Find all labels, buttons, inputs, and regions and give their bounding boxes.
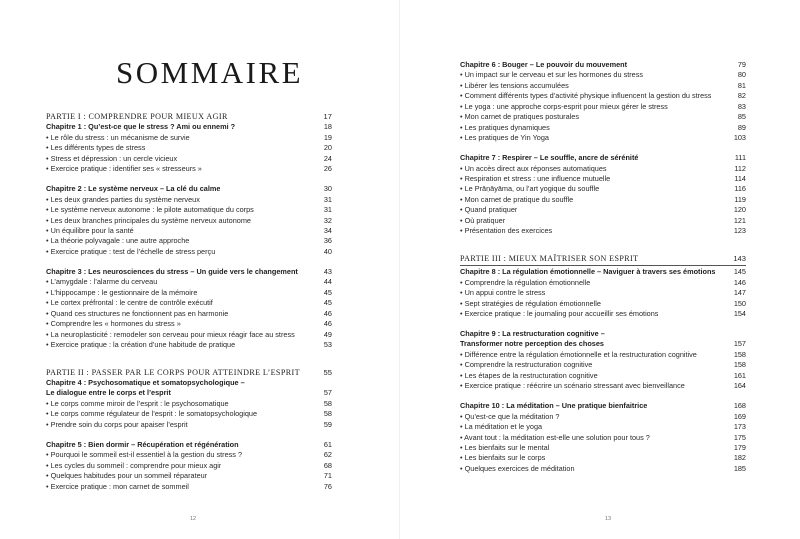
- toc-entry-title: Chapitre 6 : Bouger – Le pouvoir du mouvement: [460, 60, 628, 69]
- toc-entry-page: 40: [323, 246, 332, 256]
- toc-entry-title: PARTIE III : MIEUX MAÎTRISER SON ESPRIT: [460, 253, 639, 263]
- toc-bullet-entry: [460, 453, 746, 463]
- toc-entry-title: • Un appui contre le stress: [460, 288, 546, 298]
- toc-bullet-entry: [46, 450, 332, 460]
- toc-entry-page: 58: [323, 398, 332, 408]
- toc-entry-page: 161: [733, 370, 746, 380]
- toc-bullet-entry: [46, 277, 332, 287]
- toc-entry-page: 154: [733, 309, 746, 319]
- toc-bullet-entry: [46, 420, 332, 430]
- toc-entry-title: • Les bienfaits sur le corps: [460, 453, 546, 463]
- toc-entry-page: 30: [323, 184, 332, 194]
- toc-bullet-entry: [460, 371, 746, 381]
- toc-entry-title: Chapitre 9 : La restructuration cognitive –: [460, 328, 605, 338]
- toc-entry-page: 146: [733, 277, 746, 287]
- toc-entry-page: 45: [323, 287, 332, 297]
- page-title: SOMMAIRE: [116, 55, 304, 90]
- toc-entry-title: • Le Prāṇāyāma, ou l’art yogique du souffle: [460, 184, 600, 194]
- toc-bullet-entry: [460, 433, 746, 443]
- toc-entry-page: 57: [323, 388, 332, 398]
- toc-chapter-entry: [460, 153, 746, 163]
- toc-chapter-entry: [460, 267, 746, 277]
- toc-entry-page: 43: [323, 266, 332, 276]
- page-number-left: 12: [190, 516, 197, 522]
- toc-bullet-entry: [460, 112, 746, 122]
- toc-entry-page: 71: [323, 471, 332, 481]
- toc-entry-title: • Le yoga : une approche corps-esprit pour mieux gérer le stress: [460, 101, 668, 111]
- toc-entry-page: 49: [323, 329, 332, 339]
- toc-entry-page: 46: [323, 319, 332, 329]
- toc-entry-page: 26: [323, 164, 332, 174]
- toc-spacer: [460, 144, 746, 154]
- toc-entry-page: 36: [323, 236, 332, 246]
- toc-bullet-entry: [460, 164, 746, 174]
- toc-entry-title: • Mon carnet de pratiques posturales: [460, 112, 579, 122]
- toc-entry-page: 53: [323, 340, 332, 350]
- toc-entry-title: • Exercice pratique : identifier ses « stresseurs »: [46, 164, 202, 174]
- toc-entry-page: 173: [733, 422, 746, 432]
- toc-entry-page: 19: [323, 132, 332, 142]
- toc-entry-page: 116: [734, 184, 746, 194]
- toc-entry-title: • L’hippocampe : le gestionnaire de la mémoire: [46, 287, 198, 297]
- toc-entry-page: 123: [733, 226, 746, 236]
- toc-bullet-entry: [46, 482, 332, 492]
- toc-bullet-entry: [46, 247, 332, 257]
- toc-entry-page: 147: [733, 288, 746, 298]
- toc-spacer: [460, 319, 746, 329]
- toc-spacer: [46, 257, 332, 267]
- toc-entry-title: • Comprendre les « hormones du stress »: [46, 319, 181, 329]
- toc-entry-page: 18: [323, 122, 332, 132]
- toc-entry-page: 68: [323, 460, 332, 470]
- toc-entry-title: • Les étapes de la restructuration cognitive: [460, 370, 598, 380]
- toc-entry-title: • L’amygdale : l’alarme du cerveau: [46, 277, 158, 287]
- toc-bullet-entry: [46, 409, 332, 419]
- toc-entry-title: • Les deux branches principales du système nerveux autonome: [46, 215, 251, 225]
- toc-entry-page: 31: [323, 205, 332, 215]
- toc-entry-page: 83: [737, 101, 746, 111]
- toc-entry-title: • Avant tout : la méditation est-elle une solution pour tous ?: [460, 432, 650, 442]
- toc-bullet-entry: [46, 236, 332, 246]
- toc-entry-title: • Comprendre la régulation émotionnelle: [460, 277, 591, 287]
- toc-entry-title: Chapitre 3 : Les neurosciences du stress – Un guide vers le changement: [46, 266, 298, 276]
- toc-bullet-entry: [46, 298, 332, 308]
- toc-entry-title: PARTIE I : COMPRENDRE POUR MIEUX AGIR: [46, 112, 228, 121]
- toc-entry-page: 114: [734, 174, 746, 184]
- toc-entry-page: 61: [323, 439, 332, 449]
- toc-entry-page: 17: [323, 112, 332, 121]
- toc-bullet-entry: [460, 123, 746, 133]
- toc-entry-title: • Sept stratégies de régulation émotionnelle: [460, 298, 601, 308]
- toc-entry-page: 103: [733, 133, 746, 143]
- toc-bullet-entry: [46, 330, 332, 340]
- toc-bullet-entry: [460, 91, 746, 101]
- toc-entry-page: 89: [737, 122, 746, 132]
- toc-spacer: [46, 430, 332, 440]
- toc-entry-title: • Quand pratiquer: [460, 205, 518, 215]
- toc-entry-title: Chapitre 4 : Psychosomatique et somatopsychologique –: [46, 377, 245, 387]
- toc-part-entry: [46, 112, 332, 122]
- toc-entry-page: 182: [733, 453, 746, 463]
- toc-chapter-entry: [460, 329, 746, 339]
- toc-entry-title: • Le rôle du stress : un mécanisme de survie: [46, 132, 190, 142]
- toc-entry-title: • Exercice pratique : réécrire un scénario stressant avec bienveillance: [460, 381, 685, 391]
- toc-bullet-entry: [460, 184, 746, 194]
- toc-entry-title: • La méditation et le yoga: [460, 422, 543, 432]
- toc-entry-title: • Stress et dépression : un cercle vicieux: [46, 153, 178, 163]
- toc-entry-title: • Le système nerveux autonome : le pilote automatique du corps: [46, 205, 254, 215]
- toc-chapter-entry: [46, 122, 332, 132]
- toc-entry-title: • Prendre soin du corps pour apaiser l’esprit: [46, 419, 188, 429]
- toc-entry-page: 62: [323, 450, 332, 460]
- toc-entry-title: • Les deux grandes parties du système nerveux: [46, 194, 200, 204]
- toc-bullet-entry: [46, 309, 332, 319]
- toc-left: [46, 112, 332, 492]
- toc-bullet-entry: [46, 133, 332, 143]
- toc-bullet-entry: [460, 226, 746, 236]
- toc-bullet-entry: [46, 205, 332, 215]
- toc-entry-page: 55: [323, 367, 332, 377]
- toc-bullet-entry: [460, 350, 746, 360]
- toc-entry-page: 143: [733, 253, 746, 263]
- toc-entry-page: 121: [733, 215, 746, 225]
- toc-entry-page: 164: [733, 381, 746, 391]
- toc-bullet-entry: [460, 195, 746, 205]
- toc-spacer: [46, 175, 332, 185]
- toc-entry-title: Chapitre 8 : La régulation émotionnelle – Naviguer à travers ses émotions: [460, 267, 716, 277]
- toc-bullet-entry: [460, 70, 746, 80]
- toc-entry-page: 31: [323, 194, 332, 204]
- toc-entry-title: • Exercice pratique : le journaling pour accueillir ses émotions: [460, 309, 659, 319]
- toc-entry-page: 119: [734, 194, 746, 204]
- toc-entry-page: 85: [737, 112, 746, 122]
- toc-bullet-entry: [46, 164, 332, 174]
- toc-entry-page: 168: [733, 401, 746, 411]
- toc-entry-title: Chapitre 1 : Qu’est-ce que le stress ? Ami ou ennemi ?: [46, 122, 236, 132]
- toc-entry-title: • Les bienfaits sur le mental: [460, 443, 550, 452]
- toc-entry-title: PARTIE II : PASSER PAR LE CORPS POUR ATTEINDRE L’ESPRIT: [46, 367, 300, 377]
- toc-bullet-entry: [460, 381, 746, 391]
- toc-bullet-entry: [46, 195, 332, 205]
- toc-entry-title: • Présentation des exercices: [460, 226, 553, 236]
- toc-bullet-entry: [460, 412, 746, 422]
- toc-chapter-entry: [460, 60, 746, 70]
- toc-bullet-entry: [46, 288, 332, 298]
- toc-entry-page: 79: [737, 60, 746, 69]
- toc-entry-page: 80: [737, 70, 746, 80]
- toc-bullet-entry: [46, 319, 332, 329]
- toc-spacer: [460, 237, 746, 254]
- toc-entry-page: 150: [733, 298, 746, 308]
- toc-entry-page: 58: [323, 409, 332, 419]
- toc-entry-title: • Quelques exercices de méditation: [460, 463, 575, 473]
- toc-entry-page: 32: [323, 215, 332, 225]
- toc-entry-title: • Exercice pratique : mon carnet de sommeil: [46, 481, 189, 491]
- toc-bullet-entry: [460, 288, 746, 298]
- toc-entry-page: 112: [734, 163, 746, 173]
- toc-entry-title: • Le corps comme miroir de l’esprit : le psychosomatique: [46, 398, 229, 408]
- toc-entry-title: • Quand ces structures ne fonctionnent pas en harmonie: [46, 308, 229, 318]
- toc-entry-page: 169: [733, 411, 746, 421]
- toc-entry-page: 59: [323, 419, 332, 429]
- toc-entry-page: 111: [734, 153, 746, 163]
- toc-entry-title: • Comment différents types d’activité physique influencent la gestion du stress: [460, 91, 712, 101]
- toc-entry-page: 145: [733, 267, 746, 277]
- toc-entry-title: • Les différents types de stress: [46, 143, 146, 153]
- toc-entry-page: 44: [323, 277, 332, 287]
- toc-entry-title: • Un accès direct aux réponses automatiques: [460, 163, 607, 173]
- toc-entry-page: 120: [733, 205, 746, 215]
- toc-entry-title: Chapitre 2 : Le système nerveux – La clé du calme: [46, 184, 221, 194]
- toc-entry-title: • Pourquoi le sommeil est-il essentiel à la gestion du stress ?: [46, 450, 243, 460]
- toc-chapter-entry: [46, 378, 332, 388]
- toc-part-entry: [460, 254, 746, 264]
- toc-bullet-entry: [460, 464, 746, 474]
- part-divider: [460, 265, 746, 266]
- toc-bullet-entry: [460, 299, 746, 309]
- toc-entry-title: • Le cortex préfrontal : le centre de contrôle exécutif: [46, 298, 213, 308]
- page-number-right: 13: [605, 516, 612, 522]
- toc-entry-title: Transformer notre perception des choses: [460, 339, 604, 349]
- toc-bullet-entry: [460, 278, 746, 288]
- toc-bullet-entry: [46, 399, 332, 409]
- toc-bullet-entry: [460, 216, 746, 226]
- toc-entry-title: • Comprendre la restructuration cognitive: [460, 360, 593, 370]
- toc-entry-title: Le dialogue entre le corps et l’esprit: [46, 388, 171, 398]
- toc-bullet-entry: [460, 205, 746, 215]
- toc-entry-title: • Libérer les tensions accumulées: [460, 80, 569, 90]
- toc-entry-page: 76: [323, 481, 332, 491]
- toc-bullet-entry: [460, 309, 746, 319]
- toc-bullet-entry: [46, 143, 332, 153]
- toc-entry-title: • Exercice pratique : la création d’une habitude de pratique: [46, 340, 236, 350]
- toc-entry-title: • Exercice pratique : test de l’échelle de stress perçu: [46, 246, 216, 256]
- right-page: [400, 0, 800, 539]
- toc-spacer: [46, 351, 332, 368]
- toc-entry-page: 158: [733, 360, 746, 370]
- toc-bullet-entry: [460, 422, 746, 432]
- toc-spacer: [460, 392, 746, 402]
- toc-entry-page: 46: [323, 308, 332, 318]
- toc-entry-page: 45: [323, 298, 332, 308]
- toc-entry-page: 82: [737, 91, 746, 101]
- toc-chapter-entry: [46, 267, 332, 277]
- toc-bullet-entry: [46, 471, 332, 481]
- toc-bullet-entry: [460, 360, 746, 370]
- toc-entry-title: • Un impact sur le cerveau et sur les hormones du stress: [460, 70, 644, 80]
- toc-entry-title: • Différence entre la régulation émotionnelle et la restructuration cognitive: [460, 349, 697, 359]
- toc-bullet-entry: [460, 102, 746, 112]
- toc-entry-title: • Quelques habitudes pour un sommeil réparateur: [46, 471, 208, 481]
- toc-entry-page: 175: [733, 432, 746, 442]
- toc-entry-page: 185: [733, 463, 746, 473]
- toc-entry-title: Chapitre 7 : Respirer – Le souffle, ancre de sérénité: [460, 153, 639, 163]
- toc-chapter-entry: [460, 339, 746, 349]
- toc-entry-title: • Qu’est-ce que la méditation ?: [460, 411, 560, 421]
- toc-entry-title: • Les cycles du sommeil : comprendre pour mieux agir: [46, 460, 222, 470]
- toc-bullet-entry: [46, 154, 332, 164]
- toc-entry-title: • La neuroplasticité : remodeler son cerveau pour mieux réagir face au stress: [46, 329, 295, 339]
- toc-entry-page: 24: [323, 153, 332, 163]
- toc-entry-title: • Les pratiques dynamiques: [460, 122, 550, 132]
- toc-entry-title: • La théorie polyvagale : une autre approche: [46, 236, 190, 246]
- toc-entry-title: • Le corps comme régulateur de l’esprit : le somatopsychologique: [46, 409, 258, 419]
- toc-chapter-entry: [46, 388, 332, 398]
- toc-entry-title: • Mon carnet de pratique du souffle: [460, 194, 574, 204]
- toc-bullet-entry: [46, 340, 332, 350]
- toc-entry-title: Chapitre 5 : Bien dormir – Récupération et régénération: [46, 439, 239, 449]
- toc-entry-page: 81: [737, 80, 746, 90]
- toc-part-entry: [46, 368, 332, 378]
- toc-bullet-entry: [46, 226, 332, 236]
- toc-chapter-entry: [46, 184, 332, 194]
- toc-chapter-entry: [460, 401, 746, 411]
- toc-entry-page: 179: [733, 443, 746, 452]
- toc-bullet-entry: [460, 81, 746, 91]
- toc-entry-title: • Respiration et stress : une influence mutuelle: [460, 174, 611, 184]
- toc-entry-page: 34: [323, 226, 332, 236]
- toc-bullet-entry: [460, 443, 746, 453]
- toc-entry-title: • Les pratiques de Yin Yoga: [460, 133, 549, 143]
- toc-entry-page: 158: [733, 349, 746, 359]
- toc-entry-page: 20: [323, 143, 332, 153]
- toc-chapter-entry: [46, 440, 332, 450]
- toc-right: [460, 60, 746, 474]
- toc-bullet-entry: [46, 461, 332, 471]
- toc-entry-page: 157: [733, 339, 746, 349]
- toc-bullet-entry: [460, 174, 746, 184]
- toc-bullet-entry: [46, 216, 332, 226]
- toc-entry-title: Chapitre 10 : La méditation – Une pratique bienfaitrice: [460, 401, 648, 411]
- toc-entry-title: • Où pratiquer: [460, 215, 506, 225]
- toc-entry-title: • Un équilibre pour la santé: [46, 226, 134, 236]
- toc-bullet-entry: [460, 133, 746, 143]
